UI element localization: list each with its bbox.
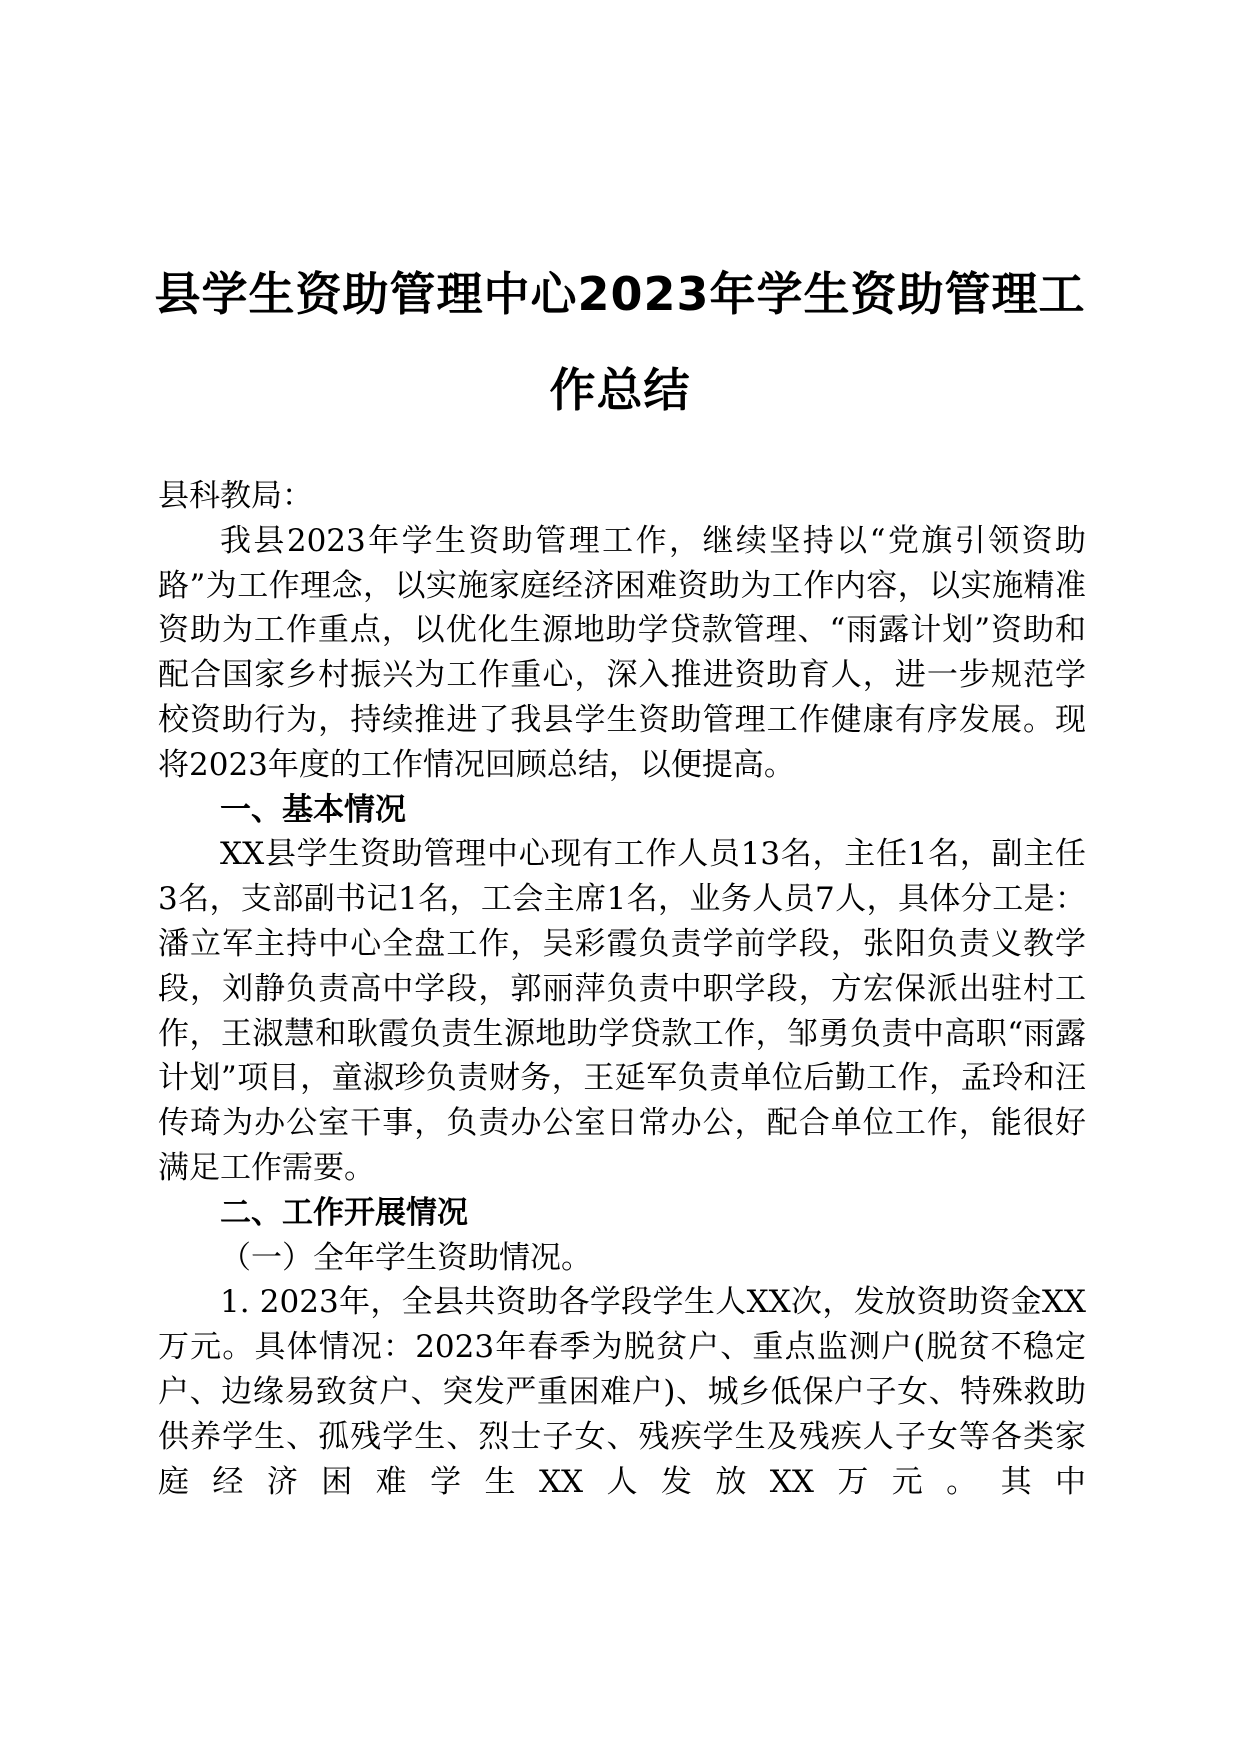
basic-info-paragraph: XX县学生资助管理中心现有工作人员13名，主任1名，副主任3名，支部副书记1名，工会主席1名，业务人员7人，具体分工是：潘立军主持中心全盘工作，吴彩霞负责学前学段，张阳负责义教学段，刘静负责高中学段，郭丽萍负责中职学段，方宏保派出驻村工作，王淑慧和耿霞负责生源地助学贷款工作，邹勇负责中高职“雨露计划”项目，童淑珍负责财务，王延军负责单位后勤工作，孟玲和汪传琦为办公室干事，负责办公室日常办公，配合单位工作，能很好满足工作需要。 xyxy=(158,836,1086,1186)
funding-paragraph: 1. 2023年，全县共资助各学段学生人XX次，发放资助资金XX万元。具体情况：2023年春季为脱贫户、重点监测户(脱贫不稳定户、边缘易致贫户、突发严重困难户)、城乡低保户子女、特殊救助供养学生、孤残学生、烈士子女、残疾学生及残疾人子女等各类家庭经济困难学生XX人发放XX万元。其中 xyxy=(158,1284,1086,1500)
document-title: 县学生资助管理中心2023年学生资助管理工作总结 xyxy=(154,267,1086,417)
document-body xyxy=(158,474,1086,1504)
section-heading-basic: 一、基本情况 xyxy=(220,791,406,828)
addressee: 县科教局： xyxy=(158,478,313,514)
subsection-heading: （一）全年学生资助情况。 xyxy=(220,1239,592,1276)
section-heading-work: 二、工作开展情况 xyxy=(220,1194,468,1231)
intro-paragraph: 我县2023年学生资助管理工作，继续坚持以“党旗引领资助路”为工作理念，以实施家庭经济困难资助为工作内容，以实施精准资助为工作重点，以优化生源地助学贷款管理、“雨露计划”资助和配合国家乡村振兴为工作重心，深入推进资助育人，进一步规范学校资助行为，持续推进了我县学生资助管理工作健康有序发展。现将2023年度的工作情况回顾总结，以便提高。 xyxy=(158,522,1086,783)
